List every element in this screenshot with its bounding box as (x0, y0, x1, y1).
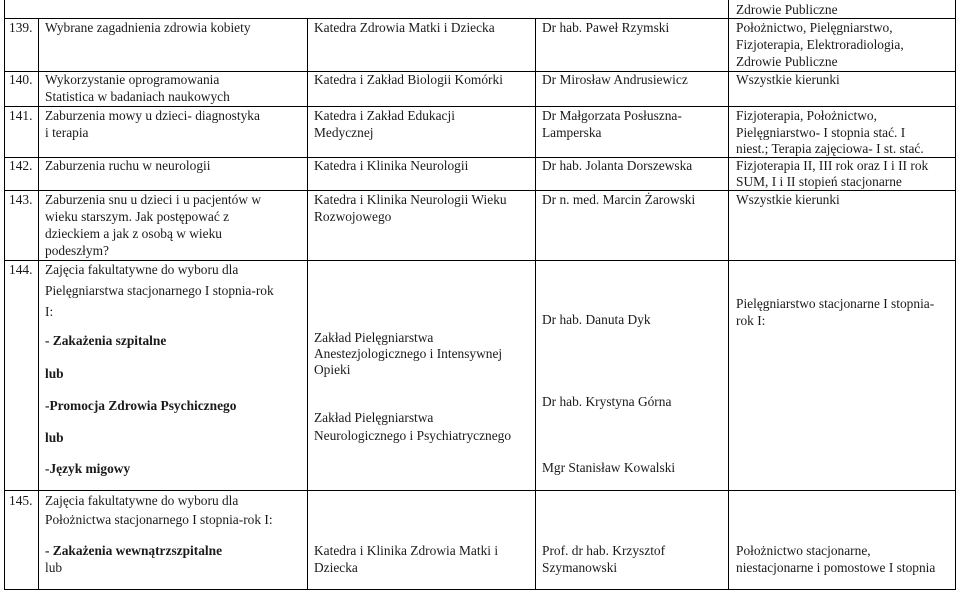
faculty-cell: Pielęgniarstwo stacjonarne I stopnia- (736, 296, 935, 311)
faculty-cell: Fizjoterapia, Położnictwo, (736, 108, 877, 123)
department-cell: Katedra i Klinika Zdrowia Matki i (314, 543, 499, 558)
course-title: podeszłym? (45, 243, 109, 258)
faculty-cell: Zdrowie Publiczne (736, 2, 838, 17)
lecturer-cell: Dr hab. Krystyna Górna (542, 394, 672, 409)
row-number: 145. (9, 493, 33, 508)
faculty-cell: Wszystkie kierunki (736, 72, 840, 87)
faculty-cell: Fizjoterapia, Elektroradiologia, (736, 37, 904, 52)
row-number: 143. (9, 192, 33, 207)
row-number: 141. (9, 108, 33, 123)
course-title: Zaburzenia ruchu w neurologii (45, 158, 211, 173)
lecturer-cell: Prof. dr hab. Krzysztof (542, 543, 666, 558)
course-title: Zaburzenia mowy u dzieci- diagnostyka (45, 108, 260, 123)
department-cell: Neurologicznego i Psychiatrycznego (314, 428, 512, 443)
option-name: -Promocja Zdrowia Psychicznego (45, 398, 237, 413)
option-connector: lub (45, 366, 64, 381)
column-divider (307, 18, 308, 590)
column-divider (38, 18, 39, 590)
department-cell: Katedra i Zakład Edukacji (314, 108, 455, 123)
faculty-cell: Fizjoterapia II, III rok oraz I i II rok (736, 158, 929, 173)
faculty-cell: Pielęgniarstwo- I stopnia stać. I (736, 125, 906, 140)
lecturer-cell: Szymanowski (542, 560, 618, 575)
lecturer-cell: Dr hab. Jolanta Dorszewska (542, 158, 693, 173)
course-title: Zaburzenia snu u dzieci i u pacjentów w (45, 192, 262, 207)
course-title: Wykorzystanie oprogramowania (45, 72, 220, 87)
course-title: Pielęgniarstwa stacjonarnego I stopnia-rok (45, 283, 274, 298)
option-connector: lub (45, 560, 63, 575)
course-title: Zajęcia fakultatywne do wyboru dla (45, 493, 239, 508)
lecturer-cell: Dr Mirosław Andrusiewicz (542, 72, 688, 87)
department-cell: Zakład Pielęgniarstwa (314, 410, 434, 425)
row-border (4, 18, 955, 19)
row-number: 142. (9, 158, 33, 173)
option-connector: lub (45, 430, 64, 445)
department-cell: Dziecka (314, 560, 358, 575)
option-name: - Zakażenia wewnątrzszpitalne (45, 543, 223, 558)
department-cell: Anestezjologicznego i Intensywnej (314, 346, 503, 361)
department-cell: Rozwojowego (314, 209, 392, 224)
department-cell: Katedra i Klinika Neurologii Wieku (314, 192, 507, 207)
course-title: Statistica w badaniach naukowych (45, 89, 230, 104)
row-border (4, 260, 955, 261)
lecturer-cell: Dr hab. Paweł Rzymski (542, 20, 670, 35)
column-divider (728, 0, 729, 590)
row-border (4, 589, 955, 590)
department-cell: Katedra i Klinika Neurologii (314, 158, 469, 173)
lecturer-cell: Dr n. med. Marcin Żarowski (542, 192, 696, 207)
column-divider (535, 18, 536, 590)
row-border (4, 190, 955, 191)
faculty-cell: Położnictwo, Pielęgniarstwo, (736, 20, 893, 35)
lecturer-cell: Mgr Stanisław Kowalski (542, 460, 676, 475)
lecturer-cell: Lamperska (542, 125, 602, 140)
faculty-cell: Wszystkie kierunki (736, 192, 840, 207)
course-title: Zajęcia fakultatywne do wyboru dla (45, 262, 239, 277)
department-cell: Zakład Pielęgniarstwa (314, 330, 434, 345)
course-title: wieku starszym. Jak postępować z (45, 209, 230, 224)
lecturer-cell: Dr hab. Danuta Dyk (542, 312, 651, 327)
table-left-border (4, 0, 5, 590)
option-name: - Zakażenia szpitalne (45, 333, 167, 348)
course-title: Położnictwa stacjonarnego I stopnia-rok I: (45, 512, 273, 527)
department-cell: Medycznej (314, 125, 374, 140)
row-border (4, 106, 955, 107)
faculty-cell: SUM, I i II stopień stacjonarne (736, 174, 902, 189)
department-cell: Opieki (314, 362, 351, 377)
faculty-cell: Zdrowie Publiczne (736, 54, 838, 69)
row-number: 139. (9, 20, 33, 35)
course-title: I: (45, 304, 54, 319)
faculty-cell: rok I: (736, 313, 766, 328)
course-title: Wybrane zagadnienia zdrowia kobiety (45, 20, 251, 35)
option-name: -Język migowy (45, 461, 131, 476)
department-cell: Katedra Zdrowia Matki i Dziecka (314, 20, 495, 35)
lecturer-cell: Dr Małgorzata Posłuszna- (542, 108, 682, 123)
faculty-cell: Położnictwo stacjonarne, (736, 543, 871, 558)
course-title: dzieckiem a jak z osobą w wieku (45, 226, 222, 241)
course-title: i terapia (45, 125, 89, 140)
row-number: 140. (9, 72, 33, 87)
faculty-cell: niest.; Terapia zajęciowa- I st. stać. (736, 141, 924, 156)
row-number: 144. (9, 262, 33, 277)
department-cell: Katedra i Zakład Biologii Komórki (314, 72, 503, 87)
faculty-cell: niestacjonarne i pomostowe I stopnia (736, 560, 936, 575)
row-border (4, 490, 955, 491)
table-right-border (955, 0, 956, 590)
